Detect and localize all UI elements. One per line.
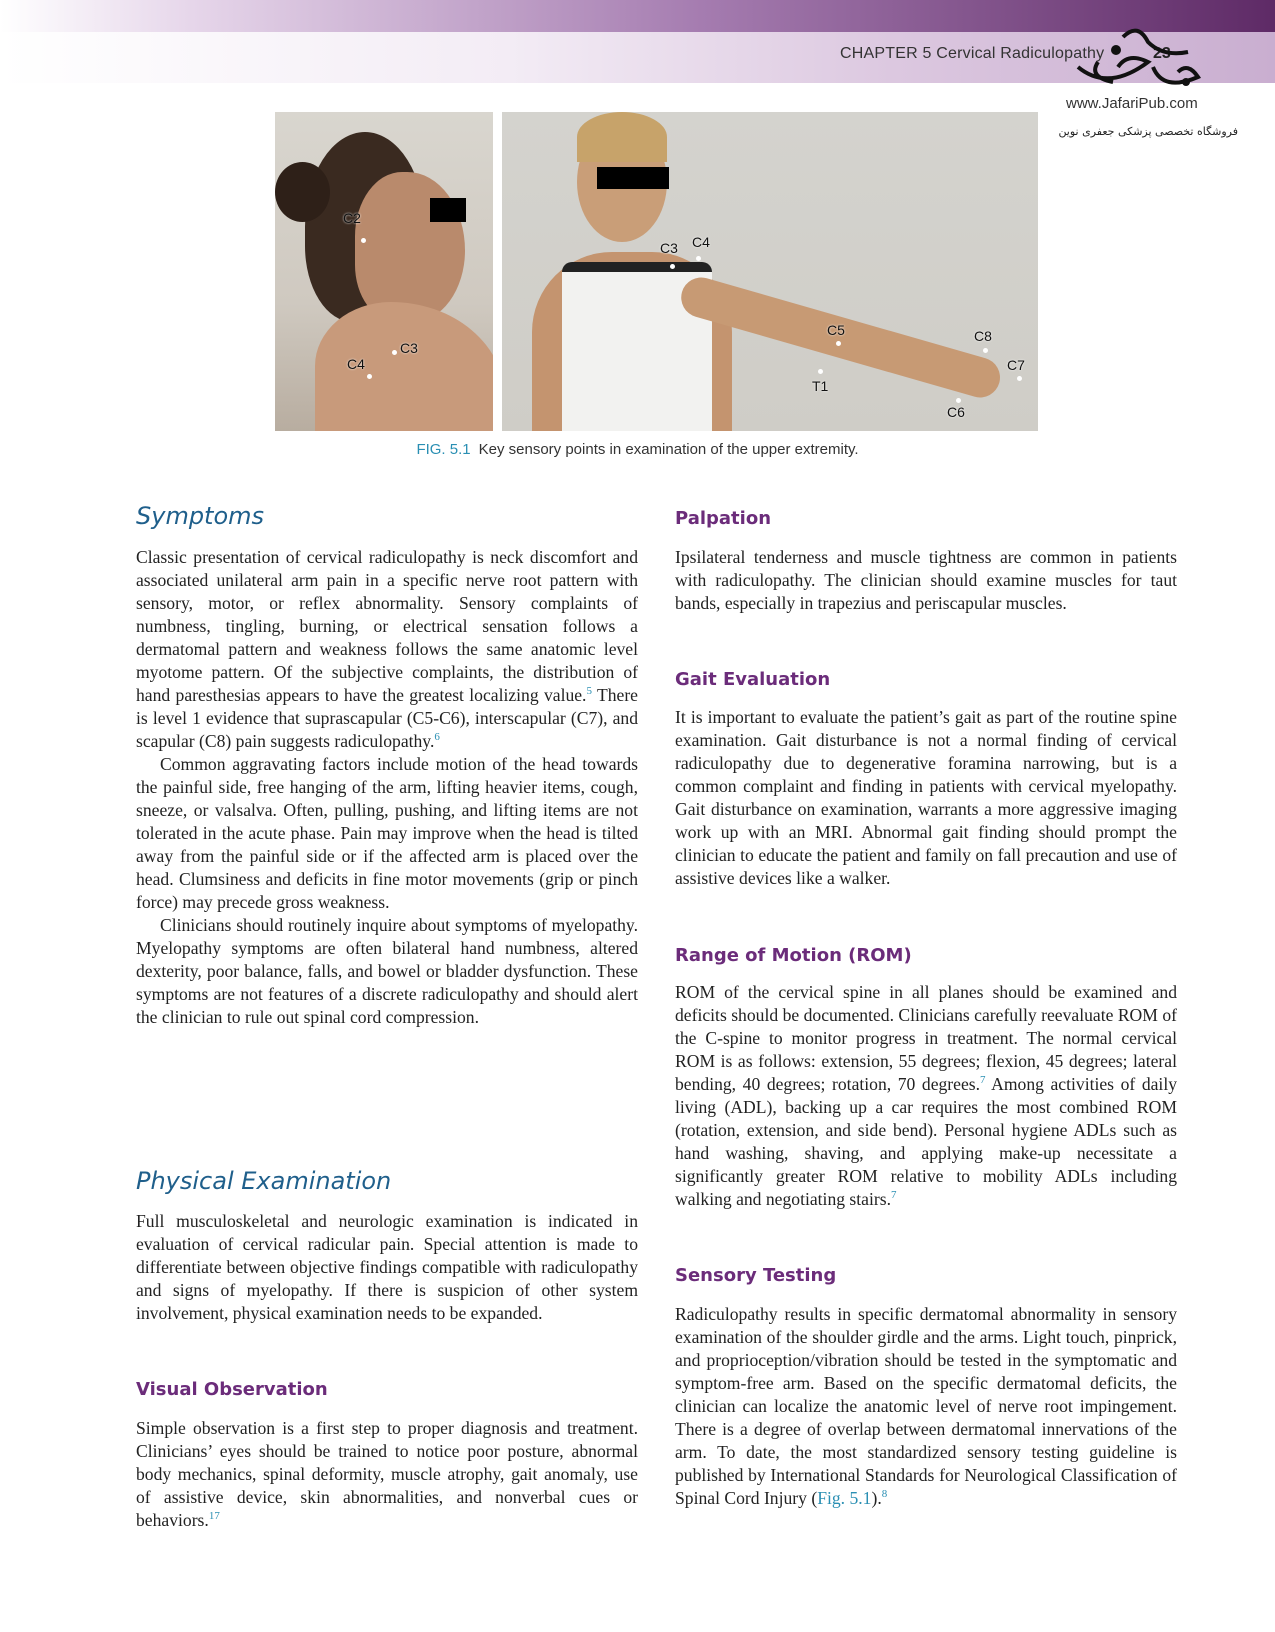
gait-evaluation-text: It is important to evaluate the patient’s gait as part of the routine spine examination. Gait disturbance is not a normal finding of cervical radiculopathy due to degenerative foramina narrowing, but is a common complaint and finding in patients with cervical myelopathy. Gait disturbance on examination, warrants a more aggressive imaging work up with an MRI. Abnormal gait finding should prompt the clinician to educate the patient and family on fall precaution and use of assistive devices like a walker. — [675, 707, 1177, 888]
face-redaction-bar — [430, 198, 466, 222]
heading-sensory-testing: Sensory Testing — [675, 1265, 837, 1286]
point-label: C4 — [692, 234, 710, 250]
range-of-motion-text: ROM of the cervical spine in all planes should be examined and deficits should be documented. Clinicians carefully reevaluate ROM of the C-spine to monitor progress in treatment. The normal cervical ROM is as follows: extension, 55 degrees; flexion, 45 degrees; lateral bending, 40 degrees; rotation, 70 degrees.$^7$ Among activities of daily living (ADL), backing up a car requires the most combined ROM (rotation, extension, and side bend). Personal hygiene ADLs such as hand washing, shaving, and applying make-up necessitate a significantly greater ROM relative to mobility ADLs including walking and negotiating stairs.$^7$ — [675, 982, 1178, 1209]
reference-link[interactable]: 7 — [890, 1189, 897, 1202]
reference-link[interactable]: 6 — [434, 731, 440, 744]
running-head: CHAPTER 5 Cervical Radiculopathy — [840, 45, 1105, 62]
figure-link[interactable]: Fig. 5.1 — [817, 1488, 872, 1508]
watermark-persian: فروشگاه تخصصی پزشکی جعفری نوین — [1058, 125, 1238, 138]
figure-caption — [0, 441, 1275, 458]
heading-gait-evaluation: Gait Evaluation — [675, 669, 831, 690]
point-label: C3 — [660, 240, 678, 256]
point-label: C4 — [347, 356, 365, 372]
reference-link[interactable]: 5 — [586, 685, 592, 698]
figure-caption-text: Key sensory points in examination of the upper extremity. — [478, 441, 859, 458]
reference-link[interactable]: 17 — [208, 1510, 220, 1523]
point-label: C5 — [827, 322, 845, 338]
watermark-url: www.JafariPub.com — [1066, 95, 1198, 112]
visual-observation-text: Simple observation is a first step to proper diagnosis and treatment. Clinicians’ eyes should be trained to notice poor posture, abnormal body mechanics, spinal deformity, muscle atrophy, gait anomaly, use of assistive device, skin abnormalities, and nonverbal cues or behaviors.$^{17}$ — [136, 1418, 638, 1530]
figure-label: FIG. 5.1 — [416, 441, 471, 458]
point-label: C2 — [343, 210, 361, 226]
heading-symptoms: Symptoms — [136, 502, 265, 530]
point-label: T1 — [812, 378, 829, 394]
heading-physical-examination: Physical Examination — [136, 1167, 392, 1195]
reference-link[interactable]: 8 — [881, 1488, 888, 1501]
heading-palpation: Palpation — [675, 508, 772, 529]
point-label: C7 — [1007, 357, 1025, 373]
point-label: C3 — [400, 340, 418, 356]
symptoms-text: Classic presentation of cervical radiculopathy is neck discomfort and associated unilateral arm pain in a specific nerve root pattern with sensory, motor, or reflex abnormality. Sensory complaints of numbness, tingling, burning, or electrical sensation follows a dermatomal pattern and weakness follows the same anatomic level myotome pattern. Of the subjective complaints, the distribution of hand paresthesias appears to have the greatest localizing value.$^5$ There is level 1 evidence that suprascapular (C5-C6), interscapular (C7), and scapular (C8) pain suggests radiculopathy.$^6$ Common aggravating factors include motion of the head towards the painful side, free hanging of the arm, lifting heavier items, cough, sneeze, or valsalva. Often, pulling, pushing, and lifting items are not tolerated in the acute phase. Pain may improve when the head is tilted away from the painful side or if the affected arm is placed over the head. Clumsiness and deficits in fine motor movements (grip or pinch force) may precede gross weakness. Clinicians should routinely inquire about symptoms of myelopathy. Myelopathy symptoms are often bilateral hand numbness, altered dexterity, poor balance, falls, and bowel or bladder dysfunction. These symptoms are not features of a discrete radiculopathy and should alert the clinician to rule out spinal cord compression. — [136, 547, 638, 1027]
sensory-testing-text: Radiculopathy results in specific dermatomal abnormality in sensory examination of the shoulder girdle and the arms. Light touch, pinprick, and proprioception/vibration should be tested in the symptomatic and symptom-free arm. Based on the specific dermatomal deficits, the clinician can localize the anatomic level of nerve root impingement. There is a degree of overlap between dermatomal innervations of the arm. To date, the most standardized sensory testing guideline is published by International Standards for Neurological Classification of Spinal Cord Injury (Fig. 5.1).$^8$ — [675, 1304, 1177, 1508]
reference-link[interactable]: 7 — [980, 1074, 986, 1087]
figure-photo-side-view — [275, 112, 493, 431]
palpation-text: Ipsilateral tenderness and muscle tightness are common in patients with radiculopathy. The clinician should examine muscles for taut bands, especially in trapezius and periscapular muscles. — [675, 547, 1177, 613]
face-redaction-bar — [597, 167, 669, 189]
point-label: C6 — [947, 404, 965, 420]
heading-range-of-motion: Range of Motion (ROM) — [675, 945, 912, 966]
publisher-logo — [1068, 22, 1208, 97]
figure-photo-front-view — [502, 112, 1038, 431]
heading-visual-observation: Visual Observation — [136, 1379, 328, 1400]
physical-examination-text: Full musculoskeletal and neurologic examination is indicated in evaluation of cervical radicular pain. Special attention is made to differentiate between objective findings compatible with radiculopathy and signs of myelopathy. If there is suspicion of other system involvement, physical examination needs to be expanded. — [136, 1211, 638, 1323]
point-label: C8 — [974, 328, 992, 344]
page-number: 23 — [1153, 45, 1171, 62]
